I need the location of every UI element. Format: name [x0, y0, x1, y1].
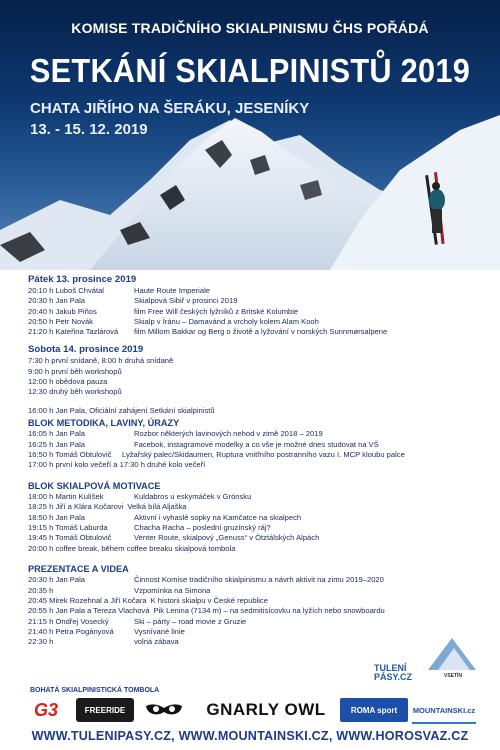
freeride-logo-text: FREERIDE [84, 705, 126, 715]
organizer-text: KOMISE TRADIČNÍHO SKIALPINISMU ČHS POŘÁDÁ [71, 20, 429, 36]
item-time: 22:30 h [28, 637, 54, 647]
item-time: 16:25 h Jan Pala [28, 439, 85, 449]
item-time: 20:40 h Jakub Piňos [28, 306, 97, 316]
freeride-logo [76, 698, 134, 722]
break-line: 20:00 h coffee break, během coffee breaku skialpová tombola [28, 543, 236, 553]
item-time: 20:30 h Jan Pala [28, 296, 85, 306]
friday-heading: Pátek 13. prosince 2019 [28, 274, 137, 285]
item-text: Skialpová Sibiř v prosinci 2019 [134, 296, 238, 306]
item-text: Facebok, instagramové modelky a co vše je možné dnes studovat na VŠ [134, 439, 379, 449]
item-time: 20:50 h Petr Novák [28, 316, 94, 326]
item-time: 20:45 Mirek Rozehnal a Jiří Kočara [28, 596, 147, 606]
list-item [28, 523, 488, 533]
tulenipasy-logo-text: TULENÍ PÁSY.CZ [374, 663, 413, 682]
list-item [28, 429, 488, 439]
list-item [28, 317, 488, 327]
item-text: volná zábava [134, 637, 179, 647]
item-time: 18:25 h Jiří a Klára Kočarovi [28, 502, 124, 512]
item-text: Velká bílá Aljaška [127, 502, 187, 512]
dinner-line: 17:00 h první kolo večeří a 17:30 h druhé kolo večeří [28, 460, 206, 470]
item-time: 21:15 h Ondřej Vosecký [28, 616, 109, 626]
item-text: film Free Will českých lyžníků z Britské Kolumbie [134, 306, 299, 316]
item-time: 19:15 h Tomáš Laburda [28, 523, 108, 533]
saturday-heading: Sobota 14. prosince 2019 [28, 344, 144, 356]
g3-logo [26, 698, 66, 722]
footer-links: WWW.TULENIPASY.CZ, WWW.MOUNTAINSKI.CZ, WWW.HOROSVAZ.CZ [31, 729, 469, 743]
owl-mask-icon [142, 698, 186, 722]
item-time: 16:05 h Jan Pala [28, 429, 85, 439]
tulenipasy-logo [374, 664, 434, 686]
item-time: 21:40 h Petra Pogányová [28, 626, 114, 636]
item-text: Vysnívané linie [134, 626, 185, 636]
item-time: 19:45 h Tomáš Obtulovič [28, 533, 112, 543]
item-text: Ski – párty – road movie z Gruzie [134, 616, 247, 626]
gnarly-owl-logo-text: GNARLY OWL [206, 700, 326, 719]
list-item [28, 637, 488, 647]
list-item: 12:30 druhý běh workshopů [28, 387, 122, 397]
list-item [28, 575, 488, 585]
list-item: 7:30 h první snídaně, 8:00 h druhá snídaně [28, 356, 174, 366]
block2-heading: BLOK SKIALPOVÁ MOTIVACE [28, 480, 161, 491]
item-text: Vzpomínka na Simona [134, 585, 211, 595]
item-text: film Millom Bakkar og Berg o životě a lyžování v norských Sunnmørsalpene [134, 327, 388, 337]
friday-list [28, 286, 488, 337]
item-text: Aktivní i vyhaslé sopky na Kamčatce na skialpech [134, 512, 302, 522]
list-item [28, 586, 488, 596]
list-item [28, 286, 488, 296]
event-dates: 13. - 15. 12. 2019 [30, 121, 148, 138]
list-item: 12:00 h obědová pauza [28, 377, 108, 387]
list-item [28, 617, 488, 627]
list-item [28, 606, 488, 616]
saturday-plain [28, 356, 488, 397]
list-item: 9:00 h první běh workshopů [28, 366, 122, 376]
block3-heading: PREZENTACE A VIDEA [28, 563, 129, 574]
list-item [28, 296, 488, 306]
sponsor-logos [26, 698, 476, 724]
list-item [28, 492, 488, 502]
hero-image [0, 0, 500, 270]
item-text: Kuldabros u eskymáček v Grónsku [134, 492, 252, 502]
item-text: K historii skialpu v České republice [150, 596, 268, 606]
list-item [28, 450, 488, 460]
list-item [28, 502, 488, 512]
item-text: Haute Route Imperiale [134, 286, 210, 295]
item-text: Pik Lenina (7134 m) – na sedmitisícovku na lyžích nebo snowboardu [153, 606, 385, 616]
item-time: 21:20 h Kateřina Tazlárová [28, 327, 119, 337]
list-item [28, 327, 488, 337]
item-text: Skialp v Íránu – Damavánd a vrcholy kolem Alam Kooh [134, 316, 319, 326]
list-item [28, 513, 488, 523]
vsetin-label: VSETÍN [444, 673, 463, 679]
item-text: Venter Route, skialpový „Genuss“ v Ötztálských Alpách [134, 533, 320, 543]
list-item [28, 596, 488, 606]
item-text: Činnost Komise tradičního skialpinismu a návrh aktivit na zimu 2019–2020 [134, 575, 384, 585]
list-item [28, 627, 488, 637]
list-item [28, 307, 488, 317]
item-text: Rozbor některých lavinových nehod v zimě 2018 – 2019 [134, 429, 323, 439]
block1-heading: BLOK METODIKA, LAVINY, ÚRAZY [28, 417, 180, 428]
list-item [28, 533, 488, 543]
item-time: 20:10 h Luboš Chvátal [28, 286, 104, 295]
item-time: 20:30 h Jan Pala [28, 575, 85, 585]
item-text: Chacha Racha – poslední gruzínský ráj? [134, 523, 271, 533]
tombola-heading: BOHATÁ SKIALPINISTICKÁ TOMBOLA [30, 687, 160, 694]
item-time: 18:50 h Jan Pala [28, 512, 85, 522]
list-item [28, 440, 488, 450]
page-title: SETKÁNÍ SKIALPINISTŮ 2019 [29, 52, 471, 89]
opening-line: 16:00 h Jan Pala, Oficiální zahájení Setkání skialpinistů [28, 405, 215, 415]
item-time: 18:00 h Martin Kulíšek [28, 492, 104, 502]
g3-logo-text: G3 [33, 699, 58, 720]
item-text: Lyžařský palec/Skidaumen, Ruptura vnitřního postranního vazu I. MCP kloubu palce [122, 450, 405, 460]
event-place: CHATA JIŘÍHO NA ŠERÁKU, JESENÍKY [30, 100, 310, 117]
program [28, 274, 488, 648]
item-time: 20:35 h [28, 585, 54, 595]
gnarly-owl-logo [196, 698, 336, 722]
mountainski-logo [412, 698, 476, 724]
roma-sport-logo [340, 698, 408, 722]
item-time: 16:50 h Tomáš Obtulovič [28, 450, 112, 460]
roma-sport-logo-text: ROMA sport [350, 705, 398, 715]
item-time: 20:55 h Jan Pala a Tereza Vlachová [28, 606, 150, 616]
mountainski-logo-text: MOUNTAINSKI.cz [412, 705, 476, 715]
